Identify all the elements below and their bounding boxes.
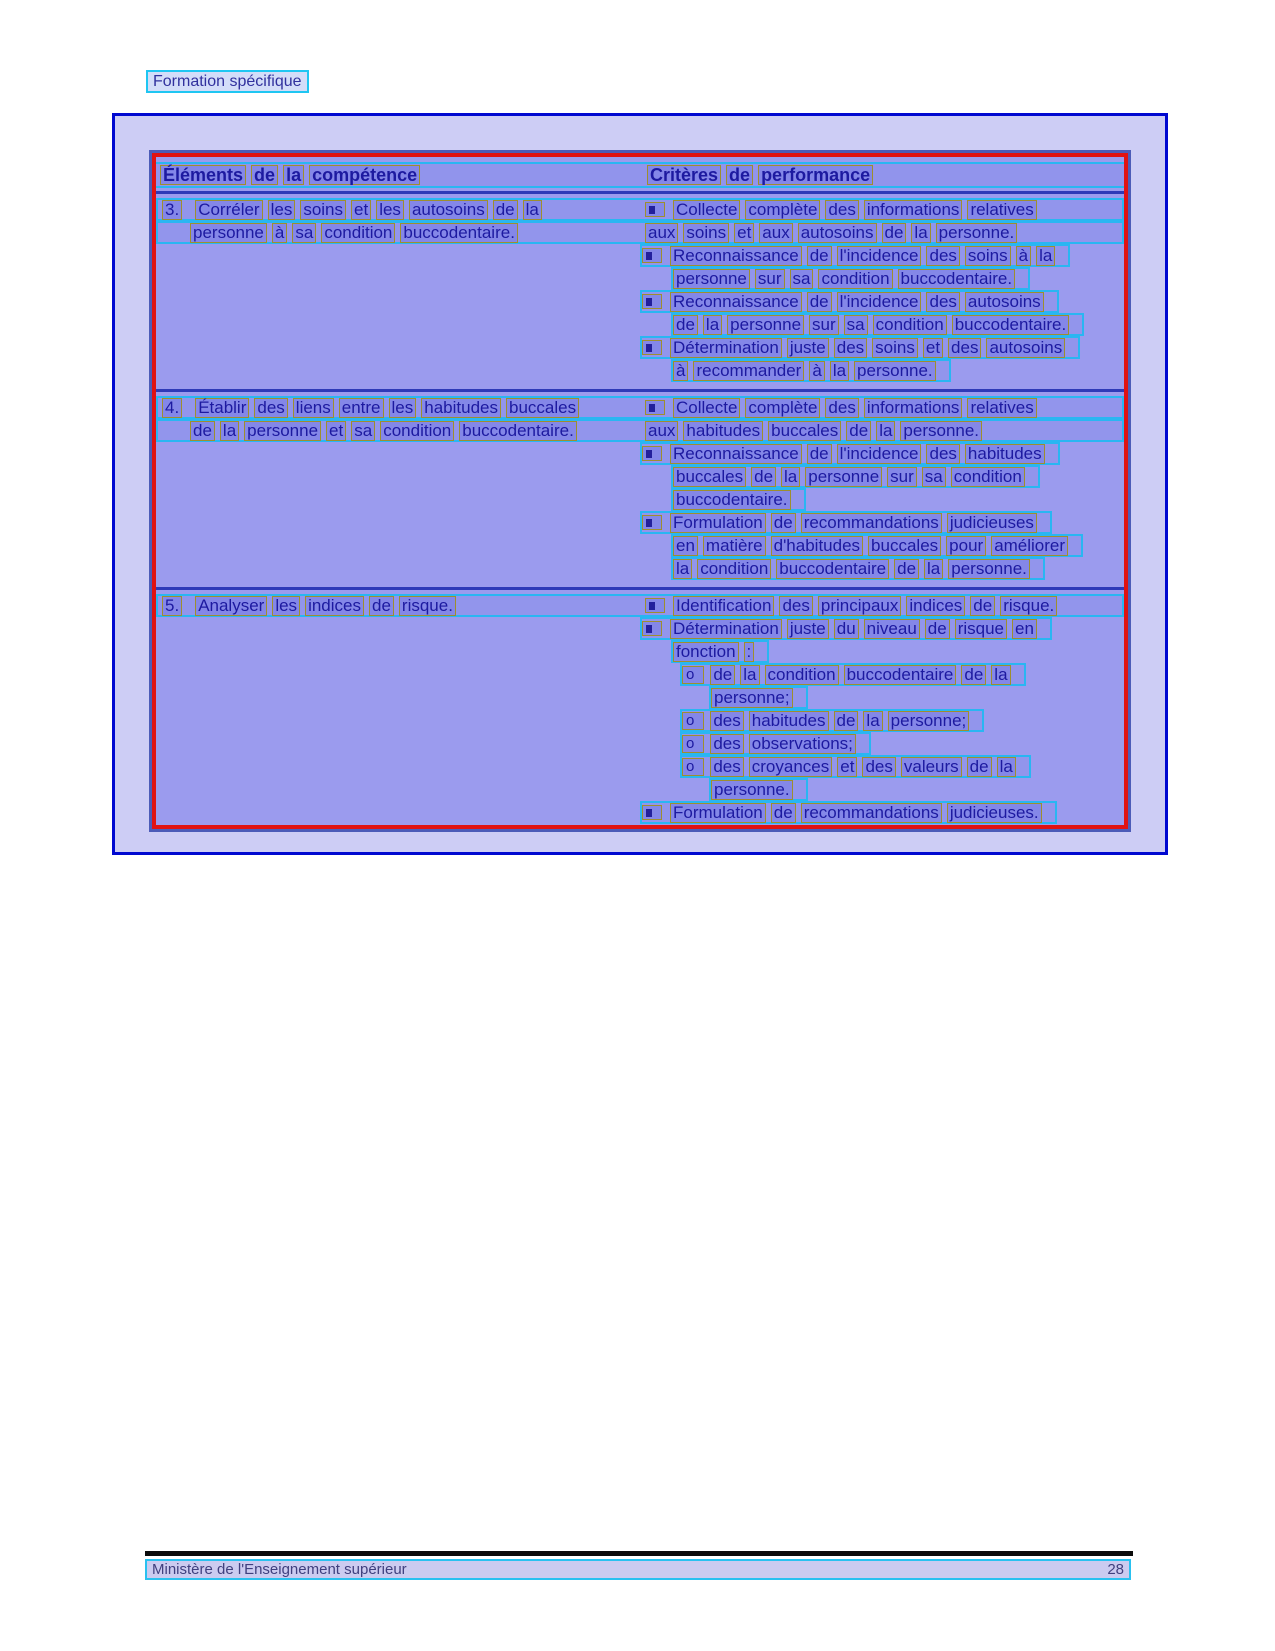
ocr-word-box: buccales — [506, 398, 579, 418]
ocr-word-box: et — [351, 200, 371, 220]
page-footer — [145, 1559, 1131, 1580]
ocr-word-box: habitudes — [421, 398, 501, 418]
ocr-word-box: personne. — [936, 223, 1018, 243]
ocr-word-box: complète — [745, 398, 820, 418]
ocr-line-box — [671, 267, 1030, 290]
ocr-line-box — [156, 221, 1124, 244]
table-row — [156, 590, 1124, 825]
ocr-word-box: la — [523, 200, 542, 220]
ocr-word-box: observations; — [749, 734, 856, 754]
criterion-text — [682, 757, 1021, 776]
ocr-line-box — [640, 442, 1060, 465]
ocr-line-box — [709, 686, 808, 709]
ocr-word-box: la — [673, 559, 692, 579]
ocr-word-box: de — [846, 421, 871, 441]
ocr-word-box: sa — [922, 467, 946, 487]
ocr-word-box: fonction — [673, 642, 739, 662]
ocr-word-box: aux — [645, 421, 678, 441]
ocr-word-box: sa — [292, 223, 316, 243]
ocr-line-box — [671, 488, 806, 511]
ocr-word-box: en — [673, 536, 698, 556]
ocr-word-box: buccodentaire. — [459, 421, 577, 441]
ocr-word-box: la — [1036, 246, 1055, 266]
ocr-word-box: des — [710, 757, 743, 777]
ocr-word-box: des — [825, 200, 858, 220]
square-bullet-icon — [642, 621, 662, 636]
table-body — [156, 194, 1124, 825]
ocr-line-box — [671, 557, 1045, 580]
ocr-word-box: personne; — [888, 711, 970, 731]
ocr-word-box: à — [272, 223, 287, 243]
ocr-word-box: informations — [864, 200, 963, 220]
criterion-text — [642, 803, 1047, 822]
ocr-word-box: : — [744, 642, 755, 662]
square-bullet-icon — [642, 248, 662, 263]
ocr-word-box: buccodentaire. — [400, 223, 518, 243]
ocr-word-box: Collecte — [673, 200, 740, 220]
ocr-word-box: Collecte — [673, 398, 740, 418]
ocr-line-box — [156, 419, 1124, 442]
ocr-word-box: de — [771, 803, 796, 823]
ocr-word-box: autosoins — [986, 338, 1065, 358]
ocr-word-box: croyances — [749, 757, 832, 777]
ocr-word-box: Corréler — [195, 200, 262, 220]
ocr-word-box: des — [948, 338, 981, 358]
criterion-text — [711, 688, 798, 707]
ocr-word-box: judicieuses — [947, 513, 1037, 533]
element-text — [190, 223, 523, 242]
ocr-word-box: risque — [955, 619, 1007, 639]
ocr-line-box — [671, 640, 769, 663]
ocr-word-box: de — [925, 619, 950, 639]
ocr-word-box: la — [283, 165, 304, 185]
ocr-word-box: de — [807, 246, 832, 266]
ocr-line-box — [671, 534, 1083, 557]
criterion-text — [673, 315, 1074, 334]
ocr-word-box: 3. — [162, 200, 182, 220]
ocr-word-box: sur — [887, 467, 917, 487]
ocr-word-box: à — [1016, 246, 1031, 266]
ocr-line-box — [671, 313, 1084, 336]
column-header-elements — [160, 164, 425, 186]
ocr-word-box: Identification — [673, 596, 774, 616]
bullet-glyph — [646, 519, 652, 527]
competency-table — [152, 153, 1128, 829]
formation-specifique-label: Formation spécifique — [146, 70, 309, 93]
ocr-word-box: risque. — [1000, 596, 1057, 616]
ocr-word-box: des — [779, 596, 812, 616]
criterion-text — [645, 596, 1062, 615]
square-bullet-icon — [642, 340, 662, 355]
ocr-word-box: entre — [339, 398, 384, 418]
ocr-word-box: informations — [864, 398, 963, 418]
ocr-word-box: la — [876, 421, 895, 441]
circle-bullet-icon: o — [682, 758, 704, 776]
ocr-word-box: et — [837, 757, 857, 777]
element-text — [162, 398, 584, 417]
criterion-text — [645, 223, 1022, 242]
ocr-word-box: condition — [873, 315, 947, 335]
bullet-glyph — [646, 344, 652, 352]
ocr-word-box: Reconnaissance — [670, 444, 802, 464]
ocr-word-box: indices — [305, 596, 364, 616]
ocr-word-box: personne. — [854, 361, 936, 381]
criterion-text — [673, 467, 1030, 486]
ocr-word-box: indices — [906, 596, 965, 616]
ocr-word-box: en — [1012, 619, 1037, 639]
ocr-word-box: et — [734, 223, 754, 243]
ocr-word-box: de — [894, 559, 919, 579]
ocr-word-box: Détermination — [670, 338, 782, 358]
ocr-word-box: l'incidence — [837, 292, 922, 312]
ocr-word-box: et — [923, 338, 943, 358]
ocr-word-box: Formulation — [670, 803, 766, 823]
ocr-word-box: valeurs — [901, 757, 962, 777]
ocr-word-box: condition — [321, 223, 395, 243]
ocr-line-box — [640, 336, 1080, 359]
ocr-word-box: des — [825, 398, 858, 418]
ocr-word-box: personne — [244, 421, 321, 441]
table-row — [156, 392, 1124, 584]
ocr-word-box: buccodentaire. — [952, 315, 1070, 335]
ocr-word-box: niveau — [864, 619, 920, 639]
ocr-word-box: 4. — [162, 398, 182, 418]
ocr-line-box — [640, 511, 1052, 534]
table-header-row — [156, 162, 1124, 188]
bullet-glyph — [646, 298, 652, 306]
ocr-word-box: condition — [380, 421, 454, 441]
criterion-text — [645, 200, 1042, 219]
ocr-word-box: de — [961, 665, 986, 685]
criterion-text — [673, 490, 796, 509]
ocr-word-box: de — [190, 421, 215, 441]
ocr-word-box: condition — [818, 269, 892, 289]
ocr-line-box — [709, 778, 808, 801]
ocr-word-box: 5. — [162, 596, 182, 616]
ocr-line-box — [640, 244, 1070, 267]
ocr-word-box: Établir — [195, 398, 249, 418]
ocr-line-box — [680, 755, 1031, 778]
ocr-word-box: personne — [190, 223, 267, 243]
ocr-word-box: la — [830, 361, 849, 381]
content-panel — [112, 113, 1168, 855]
ocr-word-box: sur — [809, 315, 839, 335]
ocr-word-box: condition — [697, 559, 771, 579]
ocr-word-box: Détermination — [670, 619, 782, 639]
ocr-word-box: pour — [946, 536, 986, 556]
ocr-word-box: personne; — [711, 688, 793, 708]
ocr-word-box: de — [834, 711, 859, 731]
ocr-word-box: Formulation — [670, 513, 766, 533]
ocr-word-box: de — [369, 596, 394, 616]
ocr-word-box: soins — [965, 246, 1011, 266]
ocr-word-box: de — [673, 315, 698, 335]
ocr-word-box: d'habitudes — [771, 536, 863, 556]
ocr-word-box: autosoins — [965, 292, 1044, 312]
ocr-word-box: les — [376, 200, 404, 220]
ocr-word-box: la — [220, 421, 239, 441]
ocr-word-box: soins — [683, 223, 729, 243]
ocr-word-box: la — [991, 665, 1010, 685]
ocr-word-box: compétence — [309, 165, 420, 185]
ocr-word-box: des — [834, 338, 867, 358]
ocr-word-box: la — [740, 665, 759, 685]
ocr-word-box: recommandations — [801, 803, 942, 823]
ocr-word-box: judicieuses. — [947, 803, 1042, 823]
ocr-word-box: buccales — [868, 536, 941, 556]
bullet-glyph — [649, 602, 655, 610]
ocr-word-box: relatives — [967, 398, 1036, 418]
ocr-line-box — [680, 732, 871, 755]
ocr-word-box: sa — [844, 315, 868, 335]
ocr-word-box: de — [751, 467, 776, 487]
ocr-word-box: personne. — [711, 780, 793, 800]
ocr-word-box: sa — [790, 269, 814, 289]
ocr-word-box: des — [710, 734, 743, 754]
criterion-text — [645, 421, 987, 440]
ocr-word-box: buccodentaire — [844, 665, 957, 685]
ocr-word-box: de — [771, 513, 796, 533]
ocr-word-box: relatives — [967, 200, 1036, 220]
criterion-text — [642, 338, 1070, 357]
ocr-word-box: de — [970, 596, 995, 616]
ocr-word-box: buccales — [673, 467, 746, 487]
ocr-word-box: sur — [755, 269, 785, 289]
ocr-word-box: Reconnaissance — [670, 292, 802, 312]
square-bullet-icon — [642, 515, 662, 530]
bullet-glyph — [646, 252, 652, 260]
ocr-word-box: buccodentaire. — [898, 269, 1016, 289]
criterion-text — [673, 361, 941, 380]
square-bullet-icon — [645, 400, 665, 415]
criterion-text — [645, 398, 1042, 417]
ocr-word-box: de — [807, 444, 832, 464]
ocr-word-box: du — [834, 619, 859, 639]
element-text — [162, 200, 547, 219]
ocr-word-box: Critères — [647, 165, 721, 185]
criterion-text — [682, 734, 861, 753]
ocr-word-box: de — [967, 757, 992, 777]
ocr-word-box: la — [781, 467, 800, 487]
ocr-word-box: personne — [727, 315, 804, 335]
ocr-word-box: liens — [293, 398, 334, 418]
criterion-text — [642, 444, 1050, 463]
ocr-line-box — [640, 617, 1052, 640]
ocr-word-box: et — [326, 421, 346, 441]
criterion-text — [673, 559, 1035, 578]
ocr-word-box: de — [493, 200, 518, 220]
ocr-word-box: Analyser — [195, 596, 267, 616]
ocr-word-box: sa — [351, 421, 375, 441]
ocr-word-box: complète — [745, 200, 820, 220]
ocr-word-box: habitudes — [683, 421, 763, 441]
ocr-word-box: aux — [645, 223, 678, 243]
ocr-word-box: habitudes — [965, 444, 1045, 464]
ocr-word-box: de — [807, 292, 832, 312]
circle-bullet-icon: o — [682, 712, 704, 730]
ocr-word-box: des — [926, 444, 959, 464]
ocr-word-box: personne. — [948, 559, 1030, 579]
criterion-text — [642, 619, 1042, 638]
ocr-word-box: soins — [872, 338, 918, 358]
ocr-word-box: personne. — [900, 421, 982, 441]
ocr-word-box: de — [726, 165, 753, 185]
ocr-word-box: habitudes — [749, 711, 829, 731]
square-bullet-icon — [645, 202, 665, 217]
square-bullet-icon — [642, 805, 662, 820]
bullet-glyph — [646, 809, 652, 817]
criterion-text — [673, 642, 759, 661]
criterion-text — [711, 780, 798, 799]
ocr-word-box: des — [926, 246, 959, 266]
ocr-line-box — [156, 198, 1124, 221]
ocr-word-box: recommandations — [801, 513, 942, 533]
column-header-criteres — [647, 164, 878, 186]
ocr-word-box: aux — [759, 223, 792, 243]
bullet-glyph — [646, 450, 652, 458]
ocr-word-box: performance — [758, 165, 873, 185]
ocr-word-box: buccales — [768, 421, 841, 441]
element-text — [162, 596, 461, 615]
ocr-line-box — [680, 709, 984, 732]
ocr-word-box: autosoins — [409, 200, 488, 220]
ocr-word-box: personne — [673, 269, 750, 289]
ocr-line-box — [680, 663, 1026, 686]
footer-page-number: 28 — [1107, 1561, 1124, 1578]
ocr-word-box: buccodentaire. — [673, 490, 791, 510]
ocr-word-box: l'incidence — [837, 246, 922, 266]
ocr-word-box: risque. — [399, 596, 456, 616]
ocr-word-box: de — [882, 223, 907, 243]
ocr-word-box: Éléments — [160, 165, 246, 185]
ocr-word-box: la — [924, 559, 943, 579]
ocr-word-box: des — [926, 292, 959, 312]
ocr-word-box: matière — [703, 536, 766, 556]
ocr-word-box: la — [703, 315, 722, 335]
ocr-line-box — [640, 801, 1057, 824]
square-bullet-icon — [645, 598, 665, 613]
square-bullet-icon — [642, 294, 662, 309]
ocr-word-box: buccodentaire — [776, 559, 889, 579]
ocr-word-box: les — [268, 200, 296, 220]
table-row — [156, 194, 1124, 386]
ocr-word-box: juste — [787, 338, 829, 358]
criterion-text — [682, 711, 974, 730]
ocr-word-box: des — [710, 711, 743, 731]
ocr-line-box — [671, 359, 951, 382]
footer-rule — [145, 1551, 1133, 1556]
ocr-line-box — [640, 290, 1059, 313]
ocr-word-box: des — [862, 757, 895, 777]
ocr-word-box: l'incidence — [837, 444, 922, 464]
ocr-word-box: Reconnaissance — [670, 246, 802, 266]
circle-bullet-icon: o — [682, 735, 704, 753]
element-text — [190, 421, 582, 440]
ocr-word-box: principaux — [818, 596, 902, 616]
bullet-glyph — [646, 625, 652, 633]
ocr-word-box: personne — [805, 467, 882, 487]
ocr-word-box: juste — [787, 619, 829, 639]
square-bullet-icon — [642, 446, 662, 461]
bullet-glyph — [649, 206, 655, 214]
ocr-word-box: condition — [951, 467, 1025, 487]
ocr-word-box: à — [673, 361, 688, 381]
criterion-text — [642, 513, 1042, 532]
criterion-text — [673, 536, 1073, 555]
bullet-glyph — [649, 404, 655, 412]
ocr-word-box: recommander — [693, 361, 804, 381]
ocr-word-box: la — [863, 711, 882, 731]
ocr-line-box — [156, 594, 1124, 617]
ocr-word-box: la — [997, 757, 1016, 777]
ocr-word-box: autosoins — [798, 223, 877, 243]
ocr-word-box: les — [389, 398, 417, 418]
ocr-word-box: des — [254, 398, 287, 418]
criterion-text — [642, 246, 1060, 265]
ocr-word-box: les — [272, 596, 300, 616]
criterion-text — [642, 292, 1049, 311]
ocr-word-box: améliorer — [991, 536, 1068, 556]
ocr-word-box: de — [710, 665, 735, 685]
footer-ministry-text: Ministère de l'Enseignement supérieur — [152, 1561, 407, 1578]
ocr-word-box: condition — [765, 665, 839, 685]
ocr-word-box: à — [809, 361, 824, 381]
ocr-word-box: la — [911, 223, 930, 243]
criterion-text — [682, 665, 1016, 684]
ocr-line-box — [671, 465, 1040, 488]
ocr-word-box: de — [251, 165, 278, 185]
ocr-line-box — [156, 396, 1124, 419]
circle-bullet-icon: o — [682, 666, 704, 684]
criterion-text — [673, 269, 1020, 288]
ocr-word-box: soins — [300, 200, 346, 220]
